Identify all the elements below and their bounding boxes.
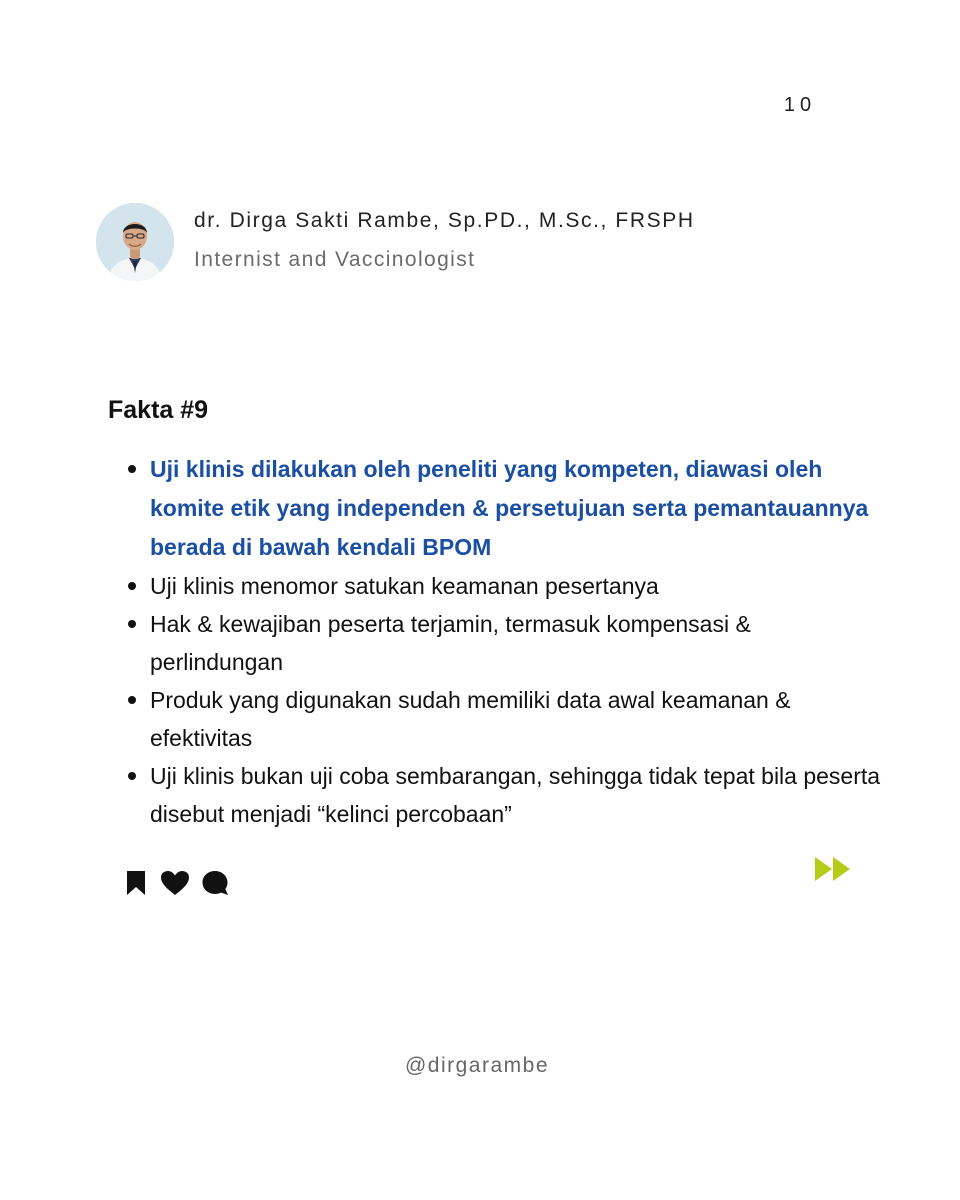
fact-item: Produk yang digunakan sudah memiliki data awal keamanan & efektivitas bbox=[108, 681, 888, 757]
fact-title: Fakta #9 bbox=[108, 396, 209, 424]
avatar bbox=[96, 203, 174, 281]
fact-item-highlight: Uji klinis dilakukan oleh peneliti yang kompeten, diawasi oleh komite etik yang independen & persetujuan serta pemantauannya berada di bawah kendali BPOM bbox=[108, 450, 888, 567]
fact-item: Uji klinis bukan uji coba sembarangan, sehingga tidak tepat bila peserta disebut menjadi “kelinci percobaan” bbox=[108, 757, 888, 833]
heart-icon[interactable] bbox=[160, 870, 190, 896]
author-name: dr. Dirga Sakti Rambe, Sp.PD., M.Sc., FRSPH bbox=[194, 208, 695, 232]
fast-forward-icon[interactable] bbox=[814, 856, 852, 887]
page-number: 10 bbox=[783, 94, 817, 116]
avatar-portrait-icon bbox=[96, 203, 174, 281]
fact-list bbox=[108, 450, 888, 833]
fact-item: Uji klinis menomor satukan keamanan pesertanya bbox=[108, 567, 888, 605]
author-header bbox=[96, 203, 695, 281]
action-bar bbox=[124, 870, 242, 896]
fact-item: Hak & kewajiban peserta terjamin, termasuk kompensasi & perlindungan bbox=[108, 605, 888, 681]
author-role: Internist and Vaccinologist bbox=[194, 248, 476, 271]
bookmark-icon[interactable] bbox=[124, 870, 148, 896]
social-handle: @dirgarambe bbox=[404, 1054, 550, 1077]
comment-icon[interactable] bbox=[202, 870, 230, 896]
